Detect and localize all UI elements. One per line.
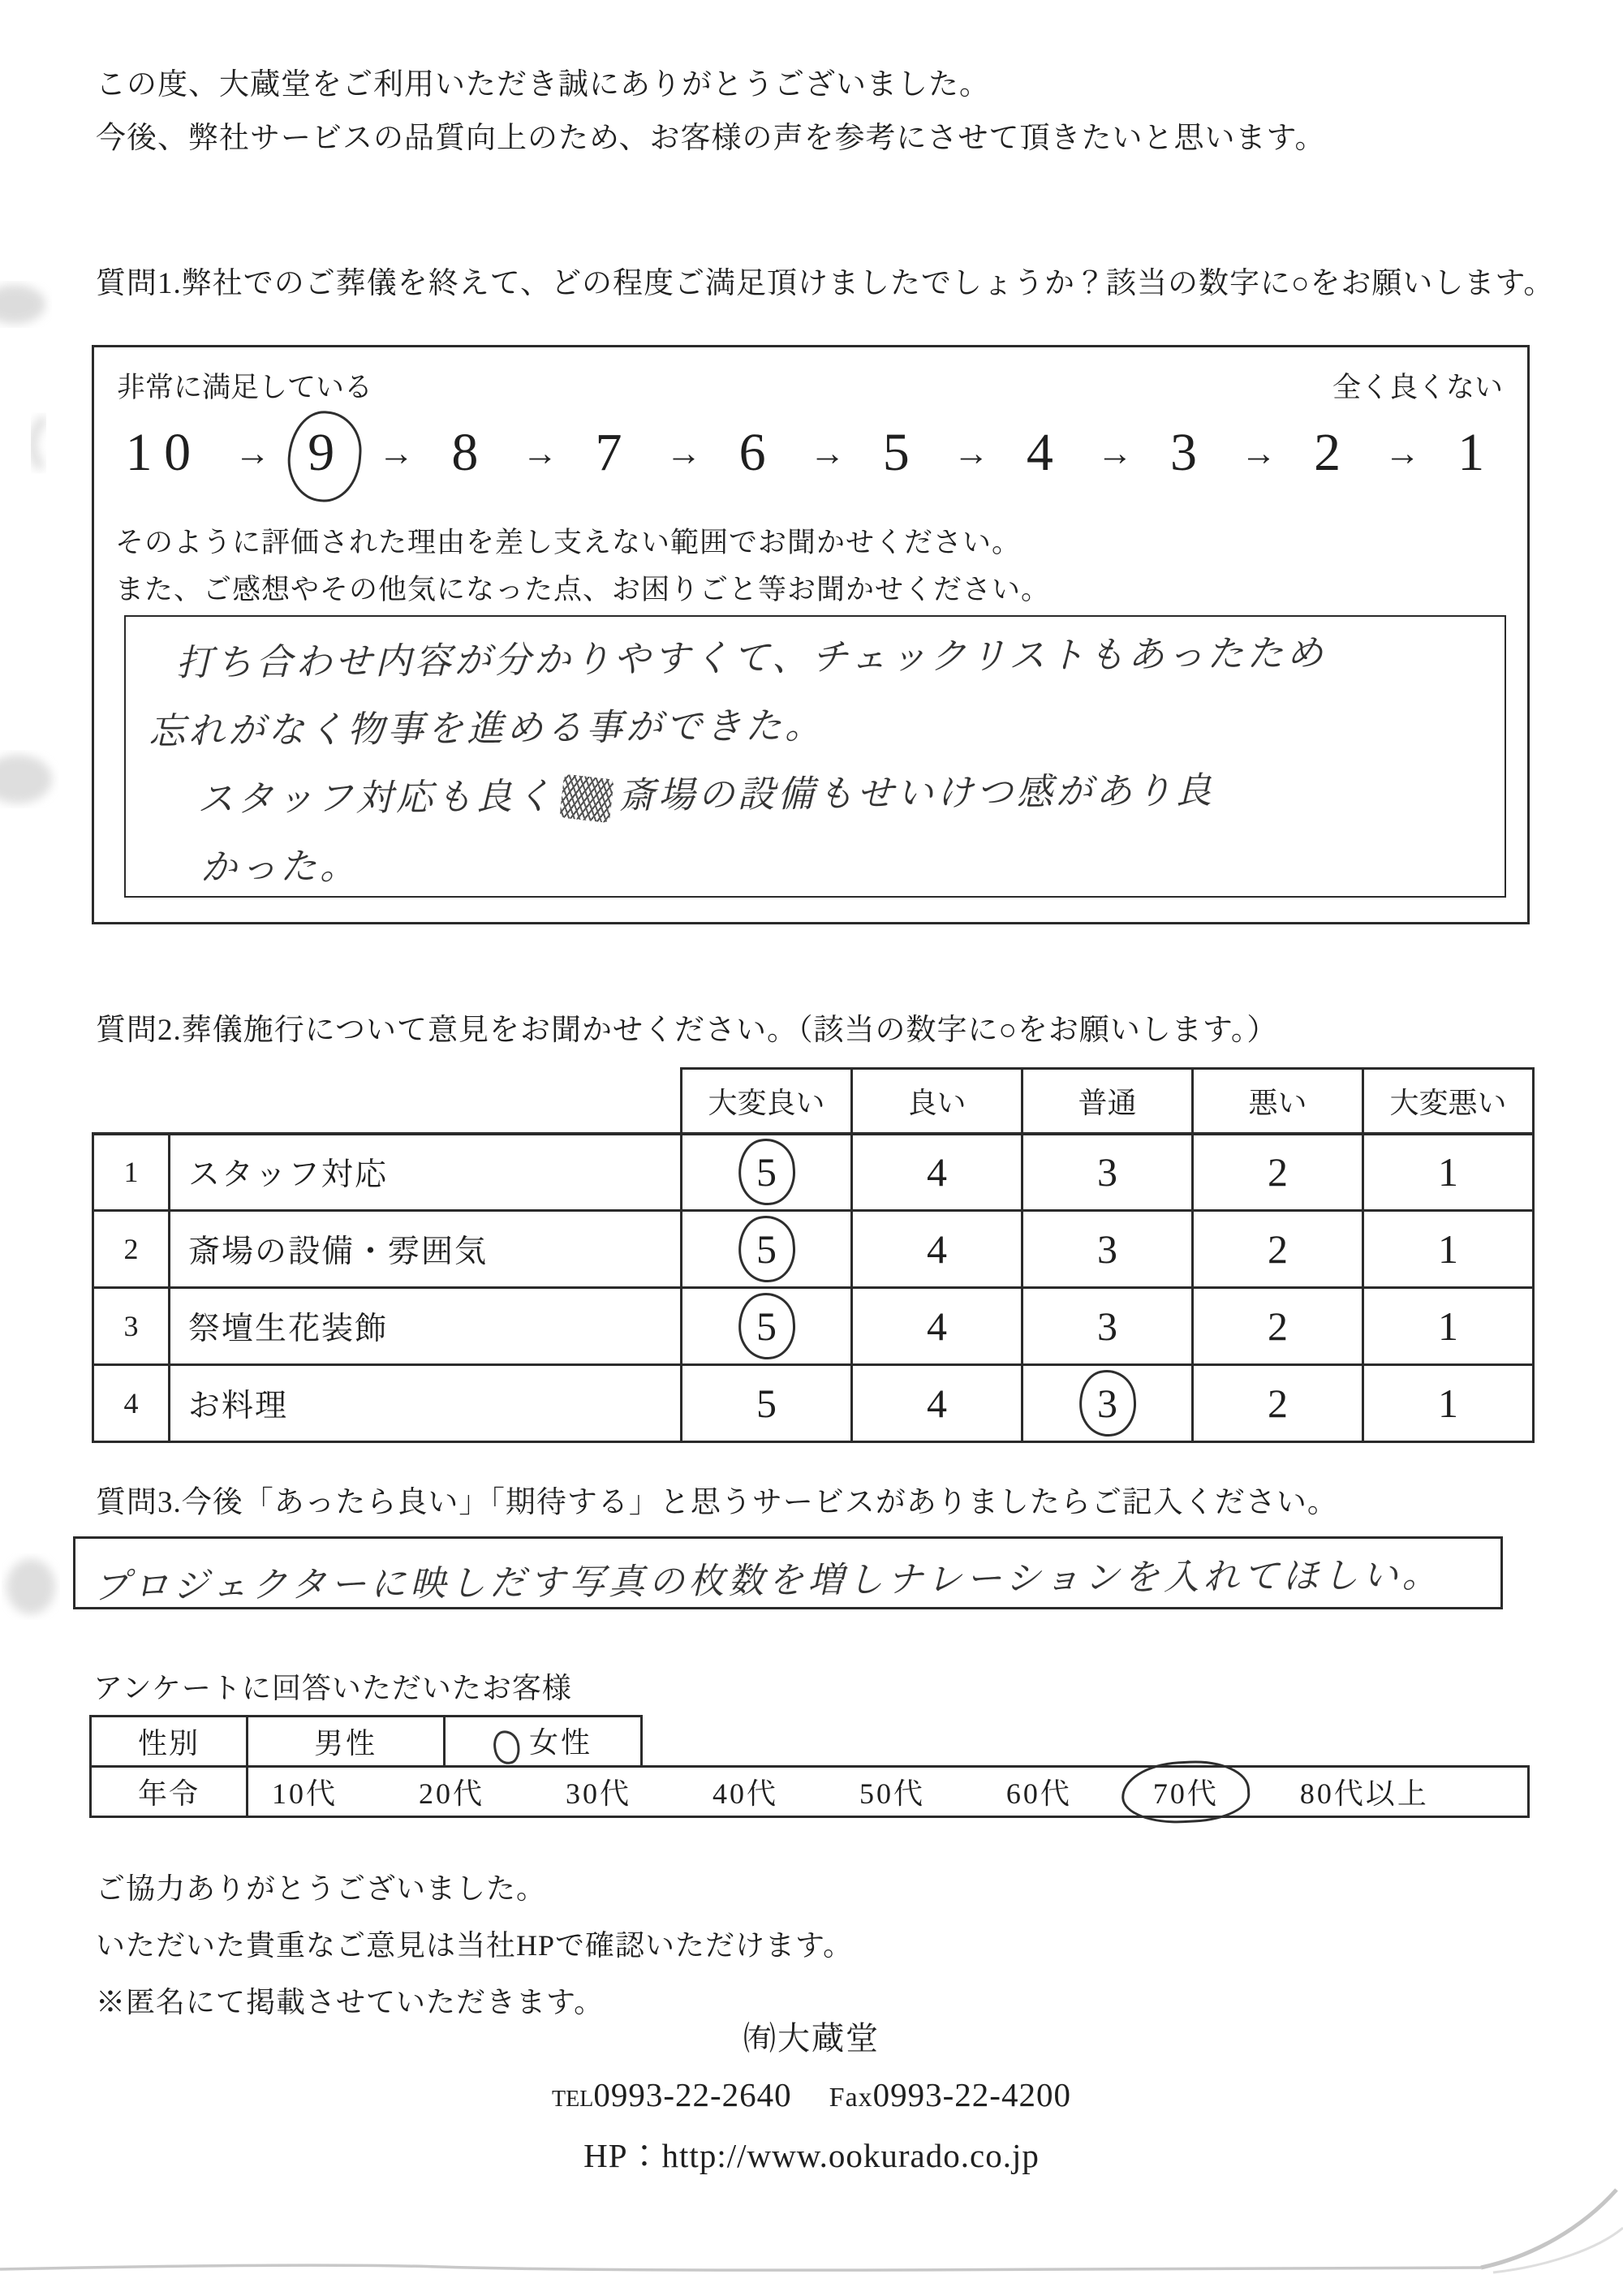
age-option[interactable]: 80代以上 xyxy=(1299,1777,1429,1810)
row-label: 斎場の設備・雰囲気 xyxy=(170,1211,682,1288)
q3-answer-area[interactable] xyxy=(73,1536,1503,1609)
rating-option[interactable]: 1 xyxy=(1438,1381,1458,1426)
intro-text xyxy=(96,58,1326,166)
hand-circle-mark-icon xyxy=(490,1728,523,1767)
tel-number: 0993-22-2640 xyxy=(593,2076,792,2113)
respondent-table xyxy=(89,1715,1530,1818)
rating-option[interactable]: 4 xyxy=(927,1149,947,1195)
rating-option[interactable]: 1 xyxy=(1438,1303,1458,1349)
gender-option-label: 男性 xyxy=(313,1727,377,1760)
handwritten-line-2: 忘れがなく物事を進める事ができた。 xyxy=(148,704,825,753)
q2-rating-table xyxy=(92,1067,1535,1443)
rating-option[interactable]: 5 xyxy=(749,1303,785,1350)
rating-option[interactable]: 3 xyxy=(1090,1380,1126,1427)
rating-option[interactable]: 4 xyxy=(927,1303,947,1349)
rating-option[interactable]: 2 xyxy=(1268,1381,1288,1426)
age-option[interactable]: 50代 xyxy=(859,1777,925,1810)
rating-option[interactable]: 3 xyxy=(1097,1226,1117,1272)
gender-option-female[interactable] xyxy=(493,1726,592,1759)
hp-note-line: いただいた貴重なご意見は当社HPで確認いただけます。 xyxy=(96,1929,854,1962)
age-option[interactable]: 30代 xyxy=(565,1777,631,1810)
table-row xyxy=(93,1211,1534,1288)
scale-option-8[interactable]: 8 xyxy=(451,423,490,482)
q2-heading: 質問2.葬儀施行について意見をお聞かせください。（該当の数字に○をお願いします。） xyxy=(96,1014,1278,1047)
age-options xyxy=(249,1771,1526,1812)
satisfaction-scale xyxy=(120,422,1496,484)
arrow-icon: → xyxy=(1384,433,1421,473)
scale-label-worst: 全く良くない xyxy=(1332,372,1503,403)
age-option[interactable]: 70代 xyxy=(1153,1771,1219,1812)
age-label: 年令 xyxy=(91,1767,248,1817)
scale-endpoint-labels xyxy=(117,365,1503,406)
scale-option-9[interactable]: 9 xyxy=(303,422,347,484)
handwritten-line-4: かった。 xyxy=(200,844,360,890)
company-name: ㈲大蔵堂 xyxy=(743,2020,880,2057)
table-row xyxy=(93,1365,1534,1442)
table-spacer xyxy=(642,1717,1529,1767)
column-header: 大変悪い xyxy=(1363,1069,1534,1134)
scale-option-3[interactable]: 3 xyxy=(1169,423,1209,482)
q3-handwritten-answer: プロジェクターに映しだす写真の枚数を増しナレーションを入れてほしい。 xyxy=(93,1554,1442,1608)
row-number: 2 xyxy=(93,1211,170,1288)
arrow-icon: → xyxy=(953,433,989,473)
q1-response-box xyxy=(92,345,1530,924)
q2-header-row xyxy=(93,1069,1534,1134)
age-row xyxy=(91,1767,1529,1817)
column-header: 普通 xyxy=(1022,1069,1193,1134)
table-row xyxy=(93,1134,1534,1211)
column-header: 良い xyxy=(852,1069,1022,1134)
column-header: 大変良い xyxy=(682,1069,852,1134)
scale-option-2[interactable]: 2 xyxy=(1314,423,1353,482)
q3-heading: 質問3.今後「あったら良い」「期待する」と思うサービスがありましたらご記入ください。 xyxy=(96,1486,1338,1519)
arrow-icon: → xyxy=(522,433,558,473)
arrow-icon: → xyxy=(665,433,702,473)
tel-label: TEL xyxy=(552,2087,594,2112)
scale-option-7[interactable]: 7 xyxy=(595,423,635,482)
scale-option-1[interactable]: 1 xyxy=(1457,423,1496,482)
fax-number: 0993-22-4200 xyxy=(872,2076,1071,2113)
table-row xyxy=(93,1288,1534,1365)
company-info xyxy=(0,2013,1623,2177)
q1-prompt-line-1: そのように評価された理由を差し支えない範囲でお聞かせください。 xyxy=(115,527,1022,558)
scale-label-best: 非常に満足している xyxy=(117,372,373,403)
handwritten-text: 斎場の設備もせいけつ感があり良 xyxy=(618,769,1216,817)
q1-heading: 質問1.弊社でのご葬儀を終えて、どの程度ご満足頂けましたでしょうか？該当の数字に○をお願いします。 xyxy=(96,267,1555,300)
scale-option-10[interactable]: 10 xyxy=(125,423,203,482)
handwritten-line-1: 打ち合わせ内容が分かりやすくて、チェックリストもあったため xyxy=(175,631,1327,685)
rating-option[interactable]: 4 xyxy=(927,1381,947,1426)
respondent-heading: アンケートに回答いただいたお客様 xyxy=(93,1672,572,1704)
intro-line-1: この度、大蔵堂をご利用いただき誠にありがとうございました。 xyxy=(96,68,990,101)
age-option[interactable]: 60代 xyxy=(1005,1777,1072,1810)
arrow-icon: → xyxy=(809,433,846,473)
scale-option-6[interactable]: 6 xyxy=(738,423,778,482)
scale-option-5[interactable]: 5 xyxy=(882,423,922,482)
handwritten-text: スタッフ対応も良く xyxy=(196,774,556,821)
rating-option[interactable]: 5 xyxy=(749,1148,785,1195)
gender-row xyxy=(91,1717,1529,1767)
anonymous-note-line: ※匿名にて掲載させていただきます。 xyxy=(96,1986,605,2018)
gender-label: 性別 xyxy=(91,1717,248,1767)
row-label: 祭壇生花装飾 xyxy=(170,1288,682,1365)
rating-option[interactable]: 2 xyxy=(1268,1226,1288,1272)
age-option[interactable]: 10代 xyxy=(272,1777,338,1810)
rating-option[interactable]: 1 xyxy=(1438,1226,1458,1272)
rating-option[interactable]: 4 xyxy=(927,1226,947,1272)
gender-option-label: 女性 xyxy=(528,1726,592,1760)
rating-option[interactable]: 3 xyxy=(1097,1149,1117,1195)
rating-option[interactable]: 5 xyxy=(756,1381,777,1426)
scribbled-out-character xyxy=(559,774,614,824)
rating-option[interactable]: 5 xyxy=(749,1226,785,1273)
row-label: お料理 xyxy=(170,1365,682,1442)
age-option[interactable]: 40代 xyxy=(712,1777,778,1810)
gender-option-male[interactable] xyxy=(314,1727,377,1760)
row-number: 1 xyxy=(93,1134,170,1211)
row-number: 4 xyxy=(93,1365,170,1442)
scale-option-4[interactable]: 4 xyxy=(1026,423,1065,482)
row-label: スタッフ対応 xyxy=(170,1134,682,1211)
intro-line-2: 今後、弊社サービスの品質向上のため、お客様の声を参考にさせて頂きたいと思います。 xyxy=(96,122,1326,155)
arrow-icon: → xyxy=(1096,433,1133,473)
q1-answer-area[interactable] xyxy=(124,615,1506,898)
rating-option[interactable]: 3 xyxy=(1097,1303,1117,1349)
arrow-icon: → xyxy=(235,433,271,473)
rating-option[interactable]: 2 xyxy=(1268,1149,1288,1195)
arrow-icon: → xyxy=(1241,433,1277,473)
table-header-spacer xyxy=(93,1069,682,1134)
thanks-line: ご協力ありがとうございました。 xyxy=(96,1872,547,1905)
fax-label: Fax xyxy=(829,2083,873,2113)
age-option[interactable]: 20代 xyxy=(418,1777,484,1810)
arrow-icon: → xyxy=(378,433,415,473)
column-header: 悪い xyxy=(1193,1069,1363,1134)
company-contact xyxy=(0,2075,1623,2114)
q1-prompt-line-2: また、ご感想やその他気になった点、お困りごと等お聞かせください。 xyxy=(115,574,1051,605)
row-number: 3 xyxy=(93,1288,170,1365)
footer-notes xyxy=(96,1860,853,2031)
handwritten-line-3 xyxy=(197,754,1505,834)
q1-reason-prompt xyxy=(115,519,1050,614)
company-homepage: HP：http://www.ookurado.co.jp xyxy=(583,2137,1040,2174)
rating-option[interactable]: 1 xyxy=(1438,1149,1458,1195)
rating-option[interactable]: 2 xyxy=(1268,1303,1288,1349)
